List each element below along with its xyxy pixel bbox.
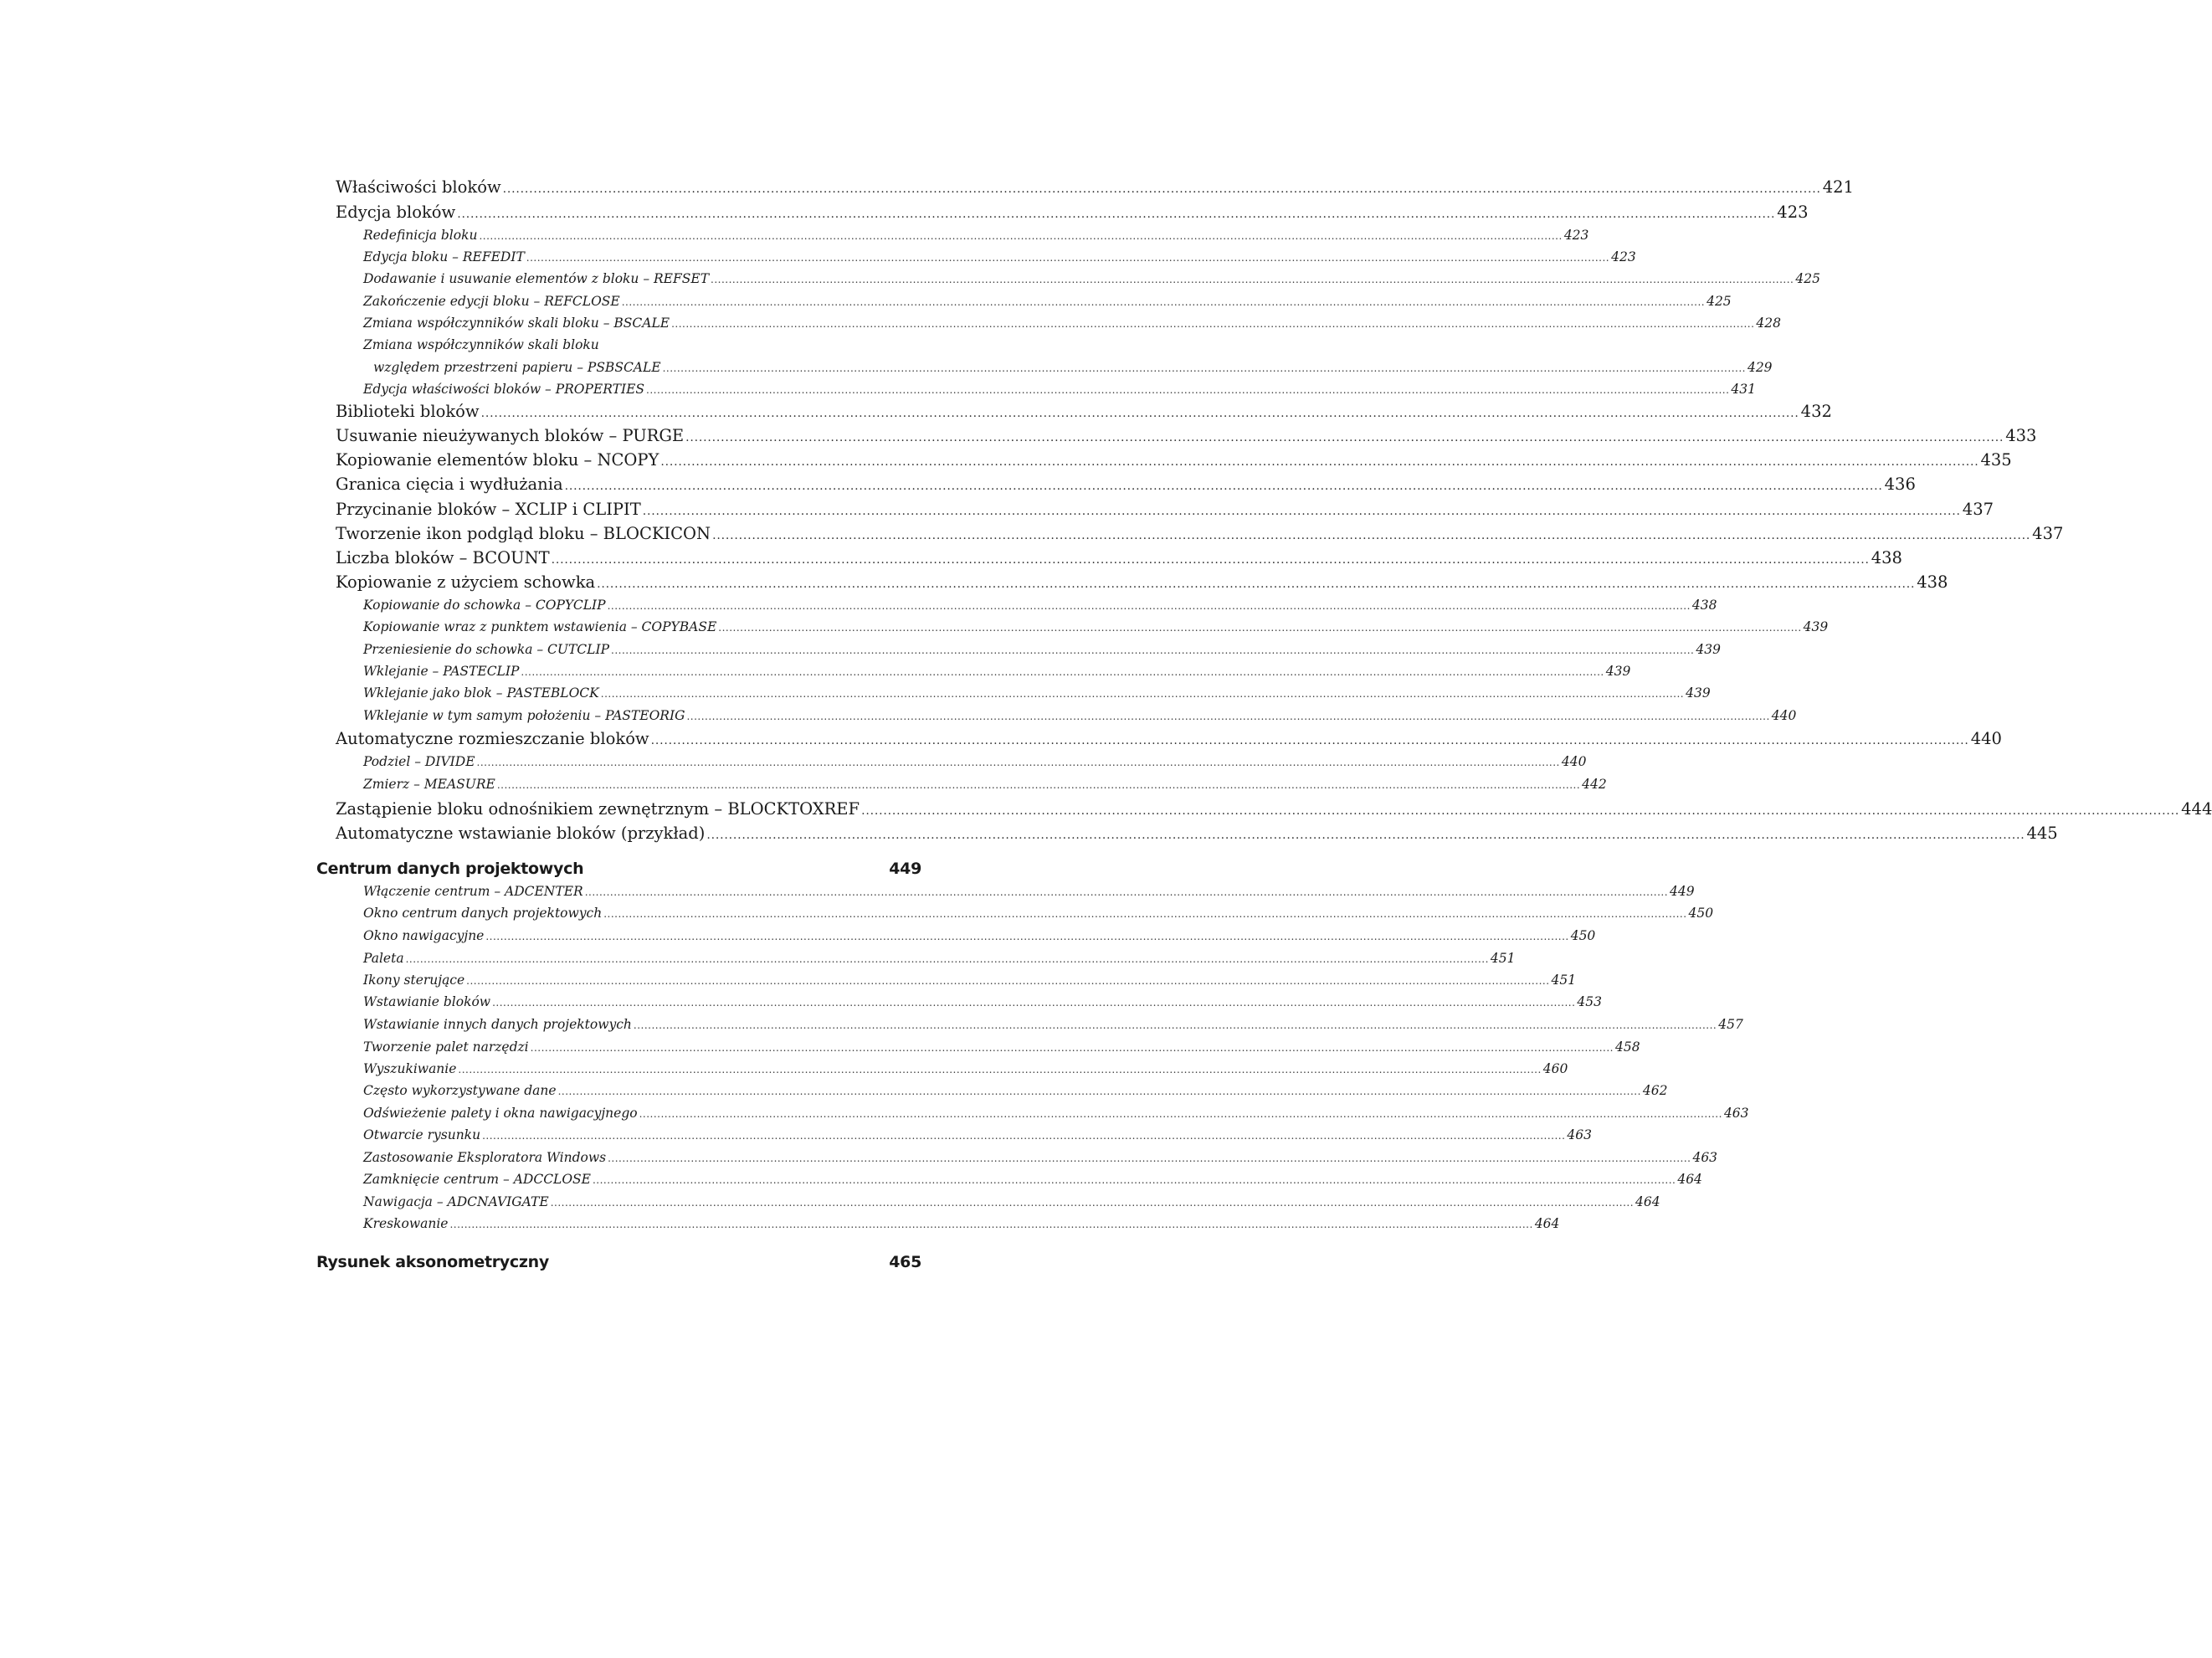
- dot-leader: ............................................................................................................................................................................................................................................................................................................: [660, 455, 1979, 469]
- toc-entry-label: Nawigacja – ADCNAVIGATE: [363, 1194, 549, 1209]
- dot-leader: ............................................................................................................................................................................................................................................................................................................: [492, 997, 1576, 1009]
- toc-entry-page-number: 463: [1567, 1127, 1592, 1142]
- toc-entry-label: Włączenie centrum – ADCENTER: [363, 884, 583, 899]
- toc-entry[interactable]: [336, 524, 2064, 543]
- toc-entry-page-number: 464: [1635, 1194, 1660, 1209]
- toc-entry[interactable]: [363, 294, 1732, 309]
- toc-entry[interactable]: [363, 642, 1721, 657]
- toc-entry[interactable]: [363, 708, 1797, 723]
- toc-entry[interactable]: [336, 824, 2058, 843]
- dot-leader: ............................................................................................................................................................................................................................................................................................................: [671, 318, 1755, 330]
- toc-entry-page-number: 450: [1688, 906, 1714, 921]
- toc-entry-label: Edycja bloku – REFEDIT: [363, 249, 525, 264]
- toc-entry-label: Zastosowanie Eksploratora Windows: [363, 1150, 607, 1165]
- toc-entry-page-number: 425: [1795, 271, 1820, 286]
- toc-entry-page-number: 442: [1582, 777, 1607, 792]
- toc-entry[interactable]: [336, 450, 2012, 470]
- toc-entry-page-number: 458: [1614, 1039, 1640, 1055]
- toc-entry-label: Wstawianie bloków: [363, 994, 491, 1009]
- toc-entry-label: Liczba bloków – BCOUNT: [336, 548, 550, 567]
- toc-entry[interactable]: [363, 1172, 1702, 1187]
- dot-leader: ............................................................................................................................................................................................................................................................................................................: [502, 182, 1821, 196]
- toc-entry-page-number: 439: [1803, 619, 1829, 634]
- toc-entry-label: Zakończenie edycji bloku – REFCLOSE: [363, 294, 620, 309]
- toc-entry-page-number: 438: [1917, 572, 1948, 592]
- toc-entry[interactable]: [336, 799, 2212, 819]
- toc-entry-label: Często wykorzystywane dane: [363, 1083, 557, 1098]
- toc-entry-page-number: 463: [1692, 1150, 1718, 1165]
- toc-entry-page-number: 436: [1884, 475, 1916, 494]
- toc-entry-label: Kopiowanie wraz z punktem wstawienia – COPYBASE: [363, 619, 717, 634]
- dot-leader: ............................................................................................................................................................................................................................................................................................................: [526, 252, 1610, 264]
- toc-entry-page-number: 444: [2181, 799, 2212, 819]
- toc-entry-label: Odświeżenie palety i okna nawigacyjnego: [363, 1106, 638, 1121]
- toc-entry-label: Zmiana współczynników skali bloku – BSCALE: [363, 316, 670, 331]
- chapter-title: Centrum danych projektowych: [316, 860, 584, 878]
- toc-entry-page-number: 438: [1691, 598, 1717, 613]
- toc-entry[interactable]: [363, 228, 1589, 243]
- dot-leader: ............................................................................................................................................................................................................................................................................................................: [466, 975, 1550, 987]
- toc-entry[interactable]: [336, 548, 1902, 567]
- toc-entry-label: Tworzenie ikon podgląd bloku – BLOCKICON: [336, 524, 711, 543]
- toc-entry-page-number: 440: [1561, 754, 1587, 769]
- toc-entry-label: Przeniesienie do schowka – CUTCLIP: [363, 642, 610, 657]
- toc-entry-label: Wstawianie innych danych projektowych: [363, 1017, 632, 1032]
- toc-entry[interactable]: [363, 598, 1717, 613]
- toc-entry-label: Właściwości bloków: [336, 177, 501, 197]
- toc-entry-label: Zamknięcie centrum – ADCCLOSE: [363, 1172, 591, 1187]
- toc-entry-label: Przycinanie bloków – XCLIP i CLIPIT: [336, 500, 641, 519]
- dot-leader: ............................................................................................................................................................................................................................................................................................................: [557, 1086, 1641, 1097]
- toc-entry-page-number: 421: [1822, 177, 1854, 197]
- toc-entry[interactable]: [363, 928, 1596, 943]
- dot-leader: ............................................................................................................................................................................................................................................................................................................: [482, 1130, 1566, 1142]
- dot-leader: ............................................................................................................................................................................................................................................................................................................: [633, 1019, 1717, 1031]
- toc-entry[interactable]: [363, 316, 1781, 331]
- toc-entry-page-number: 451: [1551, 973, 1577, 988]
- dot-leader: ............................................................................................................................................................................................................................................................................................................: [685, 431, 2004, 444]
- toc-entry-label: Zastąpienie bloku odnośnikiem zewnętrznym – BLOCKTOXREF: [336, 799, 860, 819]
- dot-leader: ............................................................................................................................................................................................................................................................................................................: [458, 1064, 1542, 1075]
- toc-entry-label: Otwarcie rysunku: [363, 1127, 481, 1142]
- toc-entry[interactable]: [363, 884, 1695, 899]
- toc-entry[interactable]: [363, 951, 1516, 966]
- toc-entry-page-number: 429: [1747, 360, 1773, 375]
- toc-entry[interactable]: [363, 754, 1587, 769]
- toc-entry-label: Automatyczne wstawianie bloków (przykład): [336, 824, 706, 843]
- dot-leader: ............................................................................................................................................................................................................................................................................................................: [592, 1174, 1676, 1186]
- chapter-page-number: 449: [889, 860, 921, 878]
- toc-entry[interactable]: [363, 1017, 1743, 1032]
- dot-leader: ............................................................................................................................................................................................................................................................................................................: [861, 804, 2180, 818]
- dot-leader: ............................................................................................................................................................................................................................................................................................................: [479, 230, 1563, 242]
- dot-leader: ............................................................................................................................................................................................................................................................................................................: [457, 208, 1776, 221]
- toc-entry-page-number: 440: [1970, 729, 2002, 748]
- toc-entry[interactable]: [373, 360, 1773, 375]
- toc-entry[interactable]: [363, 685, 1711, 701]
- toc-entry[interactable]: [363, 1194, 1660, 1209]
- dot-leader: ............................................................................................................................................................................................................................................................................................................: [706, 829, 2025, 842]
- dot-leader: ............................................................................................................................................................................................................................................................................................................: [639, 1108, 1722, 1120]
- toc-entry-page-number: 449: [1670, 884, 1695, 899]
- dot-leader: ............................................................................................................................................................................................................................................................................................................: [564, 480, 1883, 493]
- toc-entry[interactable]: [363, 337, 921, 352]
- toc-entry-label: Granica cięcia i wydłużania: [336, 475, 563, 494]
- toc-entry-label: Okno centrum danych projektowych: [363, 906, 603, 921]
- toc-entry-label: Zmierz – MEASURE: [363, 777, 495, 792]
- toc-entry-page-number: 437: [2032, 524, 2064, 543]
- toc-entry-label: Paleta: [363, 951, 404, 966]
- dot-leader: ............................................................................................................................................................................................................................................................................................................: [530, 1042, 1614, 1054]
- toc-entry[interactable]: [363, 1083, 1668, 1098]
- toc-entry-label: Kopiowanie elementów bloku – NCOPY: [336, 450, 659, 470]
- toc-entry[interactable]: [363, 382, 1756, 397]
- toc-entry[interactable]: [363, 973, 1577, 988]
- dot-leader: ............................................................................................................................................................................................................................................................................................................: [603, 908, 1687, 920]
- dot-leader: ............................................................................................................................................................................................................................................................................................................: [608, 1152, 1691, 1164]
- toc-entry-page-number: 462: [1642, 1083, 1668, 1098]
- toc-entry-page-number: 440: [1771, 708, 1797, 723]
- toc-entry-page-number: 464: [1534, 1216, 1560, 1231]
- toc-entry[interactable]: [363, 994, 1603, 1009]
- dot-leader: ............................................................................................................................................................................................................................................................................................................: [662, 362, 1746, 374]
- toc-entry-label: Podziel – DIVIDE: [363, 754, 475, 769]
- toc-entry-label: Kopiowanie z użyciem schowka: [336, 572, 596, 592]
- dot-leader: ............................................................................................................................................................................................................................................................................................................: [521, 666, 1604, 678]
- toc-entry[interactable]: [336, 203, 1809, 222]
- dot-leader: ............................................................................................................................................................................................................................................................................................................: [650, 734, 1969, 747]
- dot-leader: ............................................................................................................................................................................................................................................................................................................: [646, 384, 1730, 396]
- dot-leader: ............................................................................................................................................................................................................................................................................................................: [480, 407, 1799, 420]
- toc-entry[interactable]: [336, 572, 1948, 592]
- toc-entry-label: względem przestrzeni papieru – PSBSCALE: [373, 360, 661, 375]
- toc-entry-label: Biblioteki bloków: [336, 402, 480, 421]
- toc-entry[interactable]: [363, 249, 1636, 264]
- toc-entry[interactable]: [363, 777, 1607, 792]
- toc-entry[interactable]: [336, 729, 2002, 748]
- toc-entry[interactable]: [336, 500, 1994, 519]
- toc-entry-label: Wklejanie jako blok – PASTEBLOCK: [363, 685, 599, 701]
- dot-leader: ............................................................................................................................................................................................................................................................................................................: [476, 757, 1560, 768]
- toc-entry[interactable]: [363, 664, 1631, 679]
- toc-entry[interactable]: [336, 426, 2037, 445]
- toc-entry-page-number: 463: [1723, 1106, 1749, 1121]
- dot-leader: ............................................................................................................................................................................................................................................................................................................: [405, 953, 1489, 965]
- toc-entry-label: Okno nawigacyjne: [363, 928, 485, 943]
- toc-entry-page-number: 423: [1563, 228, 1589, 243]
- toc-entry-label: Ikony sterujące: [363, 973, 465, 988]
- toc-entry-page-number: 445: [2026, 824, 2058, 843]
- toc-entry[interactable]: [363, 1061, 1568, 1076]
- toc-entry-label: Tworzenie palet narzędzi: [363, 1039, 529, 1055]
- dot-leader: ............................................................................................................................................................................................................................................................................................................: [550, 1197, 1635, 1209]
- toc-entry-label: Wyszukiwanie: [363, 1061, 457, 1076]
- toc-entry-label: Usuwanie nieużywanych bloków – PURGE: [336, 426, 685, 445]
- dot-leader: ............................................................................................................................................................................................................................................................................................................: [621, 296, 1706, 308]
- dot-leader: ............................................................................................................................................................................................................................................................................................................: [718, 622, 1802, 634]
- dot-leader: ............................................................................................................................................................................................................................................................................................................: [551, 553, 1870, 567]
- toc-entry[interactable]: [363, 1039, 1640, 1055]
- toc-entry-page-number: 439: [1696, 642, 1721, 657]
- chapter-heading[interactable]: [316, 1253, 921, 1271]
- chapter-page-number: 465: [889, 1253, 921, 1271]
- toc-entry[interactable]: [363, 1106, 1749, 1121]
- toc-entry-page-number: 433: [2005, 426, 2037, 445]
- toc-entry-page-number: 423: [1611, 249, 1636, 264]
- dot-leader: ............................................................................................................................................................................................................................................................................................................: [712, 529, 2031, 542]
- dot-leader: ............................................................................................................................................................................................................................................................................................................: [496, 779, 1581, 791]
- toc-entry-label: Kopiowanie do schowka – COPYCLIP: [363, 598, 606, 613]
- toc-entry[interactable]: [363, 1127, 1592, 1142]
- toc-entry-label: Wklejanie w tym samym położeniu – PASTEORIG: [363, 708, 685, 723]
- toc-entry[interactable]: [363, 271, 1820, 286]
- toc-entry[interactable]: [336, 475, 1916, 494]
- toc-entry[interactable]: [336, 177, 1854, 197]
- dot-leader: ............................................................................................................................................................................................................................................................................................................: [607, 600, 1691, 612]
- toc-entry[interactable]: [363, 1216, 1560, 1231]
- toc-entry-label: Wklejanie – PASTECLIP: [363, 664, 520, 679]
- toc-entry-page-number: 437: [1962, 500, 1994, 519]
- toc-entry[interactable]: [336, 402, 1832, 421]
- chapter-heading[interactable]: [316, 860, 921, 878]
- toc-entry-label: Edycja właściwości bloków – PROPERTIES: [363, 382, 645, 397]
- dot-leader: ............................................................................................................................................................................................................................................................................................................: [449, 1219, 1533, 1230]
- toc-entry-page-number: 438: [1871, 548, 1902, 567]
- toc-entry-page-number: 428: [1756, 316, 1781, 331]
- toc-entry-page-number: 451: [1490, 951, 1516, 966]
- toc-entry-page-number: 450: [1570, 928, 1596, 943]
- toc-entry-page-number: 423: [1777, 203, 1809, 222]
- toc-entry-page-number: 453: [1577, 994, 1603, 1009]
- dot-leader: ............................................................................................................................................................................................................................................................................................................: [642, 505, 1961, 518]
- dot-leader: ............................................................................................................................................................................................................................................................................................................: [686, 711, 1770, 722]
- dot-leader: ............................................................................................................................................................................................................................................................................................................: [711, 274, 1794, 285]
- chapter-title: Rysunek aksonometryczny: [316, 1253, 549, 1271]
- toc-entry-label: Dodawanie i usuwanie elementów z bloku – REFSET: [363, 271, 710, 286]
- toc-entry-label: Automatyczne rozmieszczanie bloków: [336, 729, 649, 748]
- toc-entry-page-number: 460: [1542, 1061, 1568, 1076]
- dot-leader: ............................................................................................................................................................................................................................................................................................................: [611, 644, 1695, 656]
- toc-entry-label: Zmiana współczynników skali bloku: [363, 337, 599, 352]
- toc-entry-page-number: 435: [1980, 450, 2012, 470]
- dot-leader: ............................................................................................................................................................................................................................................................................................................: [597, 577, 1916, 591]
- toc-entry-page-number: 432: [1800, 402, 1832, 421]
- toc-entry-label: Edycja bloków: [336, 203, 456, 222]
- toc-entry[interactable]: [363, 619, 1829, 634]
- toc-entry-page-number: 439: [1686, 685, 1711, 701]
- toc-entry-page-number: 431: [1731, 382, 1756, 397]
- toc-entry-page-number: 464: [1677, 1172, 1702, 1187]
- toc-entry-label: Kreskowanie: [363, 1216, 449, 1231]
- toc-entry[interactable]: [363, 1150, 1718, 1165]
- toc-entry-label: Redefinicja bloku: [363, 228, 478, 243]
- dot-leader: ............................................................................................................................................................................................................................................................................................................: [600, 688, 1685, 700]
- toc-entry-page-number: 457: [1718, 1017, 1743, 1032]
- dot-leader: ............................................................................................................................................................................................................................................................................................................: [485, 931, 1569, 942]
- toc-entry-page-number: 439: [1605, 664, 1631, 679]
- dot-leader: ............................................................................................................................................................................................................................................................................................................: [584, 886, 1669, 898]
- toc-entry[interactable]: [363, 906, 1714, 921]
- toc-entry-page-number: 425: [1706, 294, 1732, 309]
